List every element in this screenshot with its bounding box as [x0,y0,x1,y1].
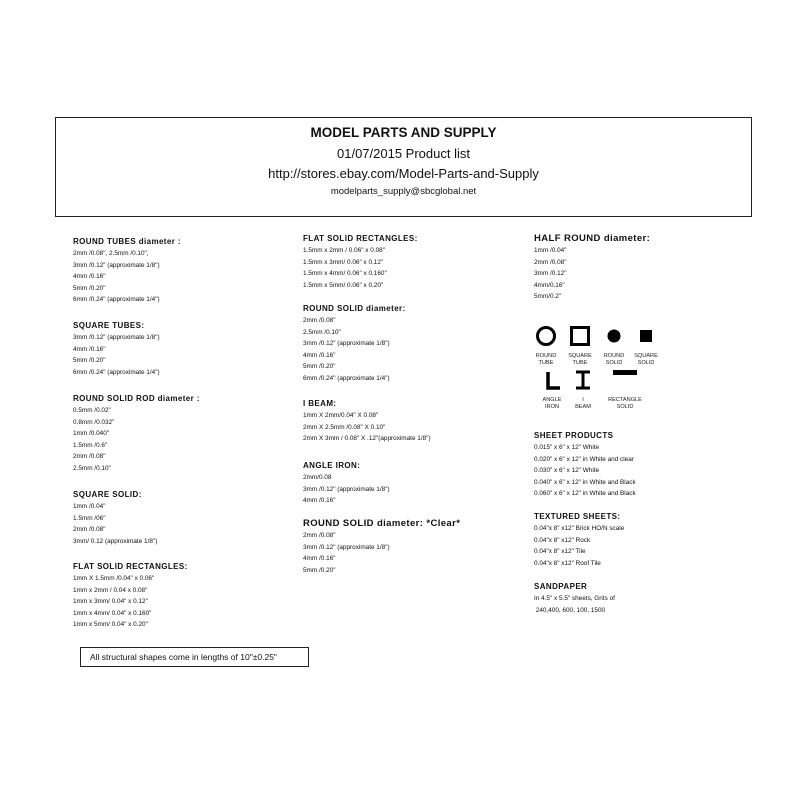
section-half-round [534,233,650,303]
list-item: 6mm /0.24" (approximate 1/4") [73,296,160,304]
list-item: 2.5mm /0.10" [73,464,111,472]
list-item: 3mm /0.12" (approximate 1/8") [73,261,160,269]
list-item: 2mm /0.08", 2.5mm /0.10", [73,250,149,257]
legend-label: ROUND [535,353,557,359]
list-item: 2mm/0.08 [303,474,332,481]
list-item: 0.04"x 8" x12" Brick HO/N scale [534,525,625,532]
section-square-solid [73,489,157,547]
list-item: 1mm /0.04" [73,503,106,510]
section-textured-sheets [534,511,624,569]
legend-square-solid [630,324,662,366]
list-item: 1mm x 3mm/ 0.04" x 0.12" [73,598,148,606]
list-item: 2mm /0.08" [303,317,336,324]
list-item: 4mm/0.16" [534,281,565,289]
list-item: 2mm /0.08" [303,532,336,539]
list-item: 1.5mm x 3mm/ 0.06" x 0.12" [303,258,384,266]
list-item: 2mm /0.08" [534,258,567,266]
list-item: 4mm /0.16" [303,555,336,563]
list-item: 0.04"x 8" x12" Rock [534,536,591,544]
list-item: 3mm /0.12" (approximate 1/8") [303,340,390,348]
list-item: 4mm /0.16" [73,345,106,353]
list-item: 1.5mm x 2mm / 0.06" x 0.08" [303,247,385,254]
list-item: 1mm X 1.5mm /0.04" x 0.06" [73,575,155,582]
legend-label: TUBE [572,359,588,366]
list-item: 3mm /0.12" (approximate 1/8") [303,485,390,493]
legend-label: I [582,397,584,403]
legend-label: SOLID [605,359,623,366]
page-title: MODEL PARTS AND SUPPLY [310,125,497,140]
section-angle-iron [303,460,390,507]
list-item: In 4.5" x 5.5" sheets, Grits of [534,595,615,602]
section-title: FLAT SOLID RECTANGLES: [73,562,188,571]
list-item: 1.5mm /0.6" [73,441,108,449]
list-item: 2mm /0.08" [73,453,106,461]
angle-iron-icon [536,368,568,392]
list-item: 5mm /0.20" [303,363,336,371]
legend-i-beam [567,368,599,410]
legend-label: BEAM [575,403,591,410]
section-title: HALF ROUND diameter: [534,233,651,244]
section-flat-solid-rectangles-2 [303,233,418,291]
section-i-beam [303,398,431,445]
legend-round-solid [598,324,630,366]
list-item: 5mm /0.20" [303,566,336,574]
list-item: 3mm /0.12" (approximate 1/8") [73,334,160,341]
list-item: 4mm /0.16" [303,497,336,505]
section-title: ANGLE IRON: [303,461,361,470]
legend-square-tube [564,324,596,366]
list-item: 4mm /0.16" [303,351,336,359]
shape-legend [530,318,680,418]
legend-label: IRON [545,403,559,410]
list-item: 5mm /0.20" [73,284,106,292]
section-title: SANDPAPER [534,582,588,591]
section-title: FLAT SOLID RECTANGLES: [303,234,418,243]
list-item: 2mm X 2.5mm /0.08" X 0.10" [303,423,386,431]
list-item: 1mm x 5mm/ 0.04" x 0.20" [73,621,148,629]
round-solid-icon [598,324,630,348]
legend-label: RECTANGLE [608,397,642,403]
list-item: 3mm /0.12" [534,270,567,278]
list-item: 0.015" x 6" x 12" White [534,444,600,451]
list-item: 0.040" x 6" x 12" in White and Black [534,478,636,486]
legend-round-tube [530,324,562,366]
section-title: ROUND TUBES diameter : [73,237,181,246]
round-tube-icon [530,324,562,348]
list-item: 1.5mm x 5mm/ 0.06" x 0.20" [303,281,384,289]
section-flat-solid-rectangles-1 [73,561,188,631]
legend-label: ROUND [603,353,625,359]
section-title: SHEET PRODUCTS [534,431,614,440]
legend-label: ANGLE [542,397,562,403]
list-item: 6mm /0.24" (approximate 1/4") [303,374,390,382]
list-item: 0.060" x 6" x 12" in White and Black [534,490,636,498]
section-title: ROUND SOLID ROD diameter : [73,394,200,403]
list-item: 1mm /0.04" [534,247,567,254]
list-item: 6mm /0.24" (approximate 1/4") [73,368,160,376]
rectangle-solid-icon [602,368,648,392]
list-item: 2mm X 3mm / 0.08" X .12"(approximate 1/8") [303,435,431,443]
list-item: 1mm x 2mm / 0.04 x 0.08" [73,586,148,594]
list-item: 3mm/ 0.12 (approximate 1/8") [73,537,158,545]
list-item: 5mm/0.2" [534,293,562,301]
list-item: 0.5mm /0.02" [73,407,111,414]
section-title: SQUARE SOLID: [73,490,142,499]
list-item: 0.04"x 8" x12" Roof Tile [534,559,601,567]
section-square-tubes [73,320,160,378]
list-item: 0.8mm /0.032" [73,418,115,426]
section-title: SQUARE TUBES: [73,321,145,330]
list-item: 2mm /0.08" [73,526,106,534]
contact-email: modelparts_supply@sbcglobal.net [330,186,477,197]
section-round-solid [303,303,406,385]
list-item: 4mm /0.16" [73,273,106,281]
legend-rectangle-solid [602,368,648,410]
legend-angle-iron [536,368,568,410]
list-item: 1mm /0.040" [73,430,110,438]
section-round-tubes [73,236,181,306]
list-item: 3mm /0.12" (approximate 1/8") [303,543,390,551]
section-round-solid-rod [73,393,200,475]
section-title: TEXTURED SHEETS: [534,512,621,521]
header-box [55,117,752,217]
legend-label: SQUARE [568,353,592,359]
page-subtitle: 01/07/2015 Product list [337,146,470,161]
lengths-note: All structural shapes come in lengths of 10"±0.25" [80,647,309,667]
legend-label: TUBE [538,359,554,366]
list-item: 1.5mm x 4mm/ 0.06" x 0.160" [303,270,387,278]
section-round-solid-clear [303,518,460,576]
list-item: 1mm X 2mm/0.04" X 0.08" [303,412,379,419]
square-tube-icon [564,324,596,348]
section-title: ROUND SOLID diameter: *Clear* [303,518,461,529]
list-item: 2.5mm /0.10" [303,328,341,336]
section-title: ROUND SOLID diameter: [303,304,406,313]
store-url: http://stores.ebay.com/Model-Parts-and-Supply [268,166,539,181]
legend-label: SOLID [616,403,634,410]
legend-label: SQUARE [634,353,658,359]
list-item: 1mm x 4mm/ 0.04" x 0.160" [73,609,152,617]
list-item: 0.04"x 8" x12" Tile [534,548,586,556]
list-item: 0.030" x 6" x 12" White [534,467,600,475]
square-solid-icon [630,324,662,348]
i-beam-icon [567,368,599,392]
list-item: 5mm /0.20" [73,357,106,365]
list-item: 240,400, 600, 100, 1500 [534,606,606,614]
list-item: 0.020" x 6" x 12" in White and clear [534,455,634,463]
list-item: 1.5mm /06" [73,514,106,522]
section-sandpaper [534,581,615,616]
section-sheet-products [534,430,636,500]
legend-label: SOLID [637,359,655,366]
section-title: I BEAM: [303,399,337,408]
